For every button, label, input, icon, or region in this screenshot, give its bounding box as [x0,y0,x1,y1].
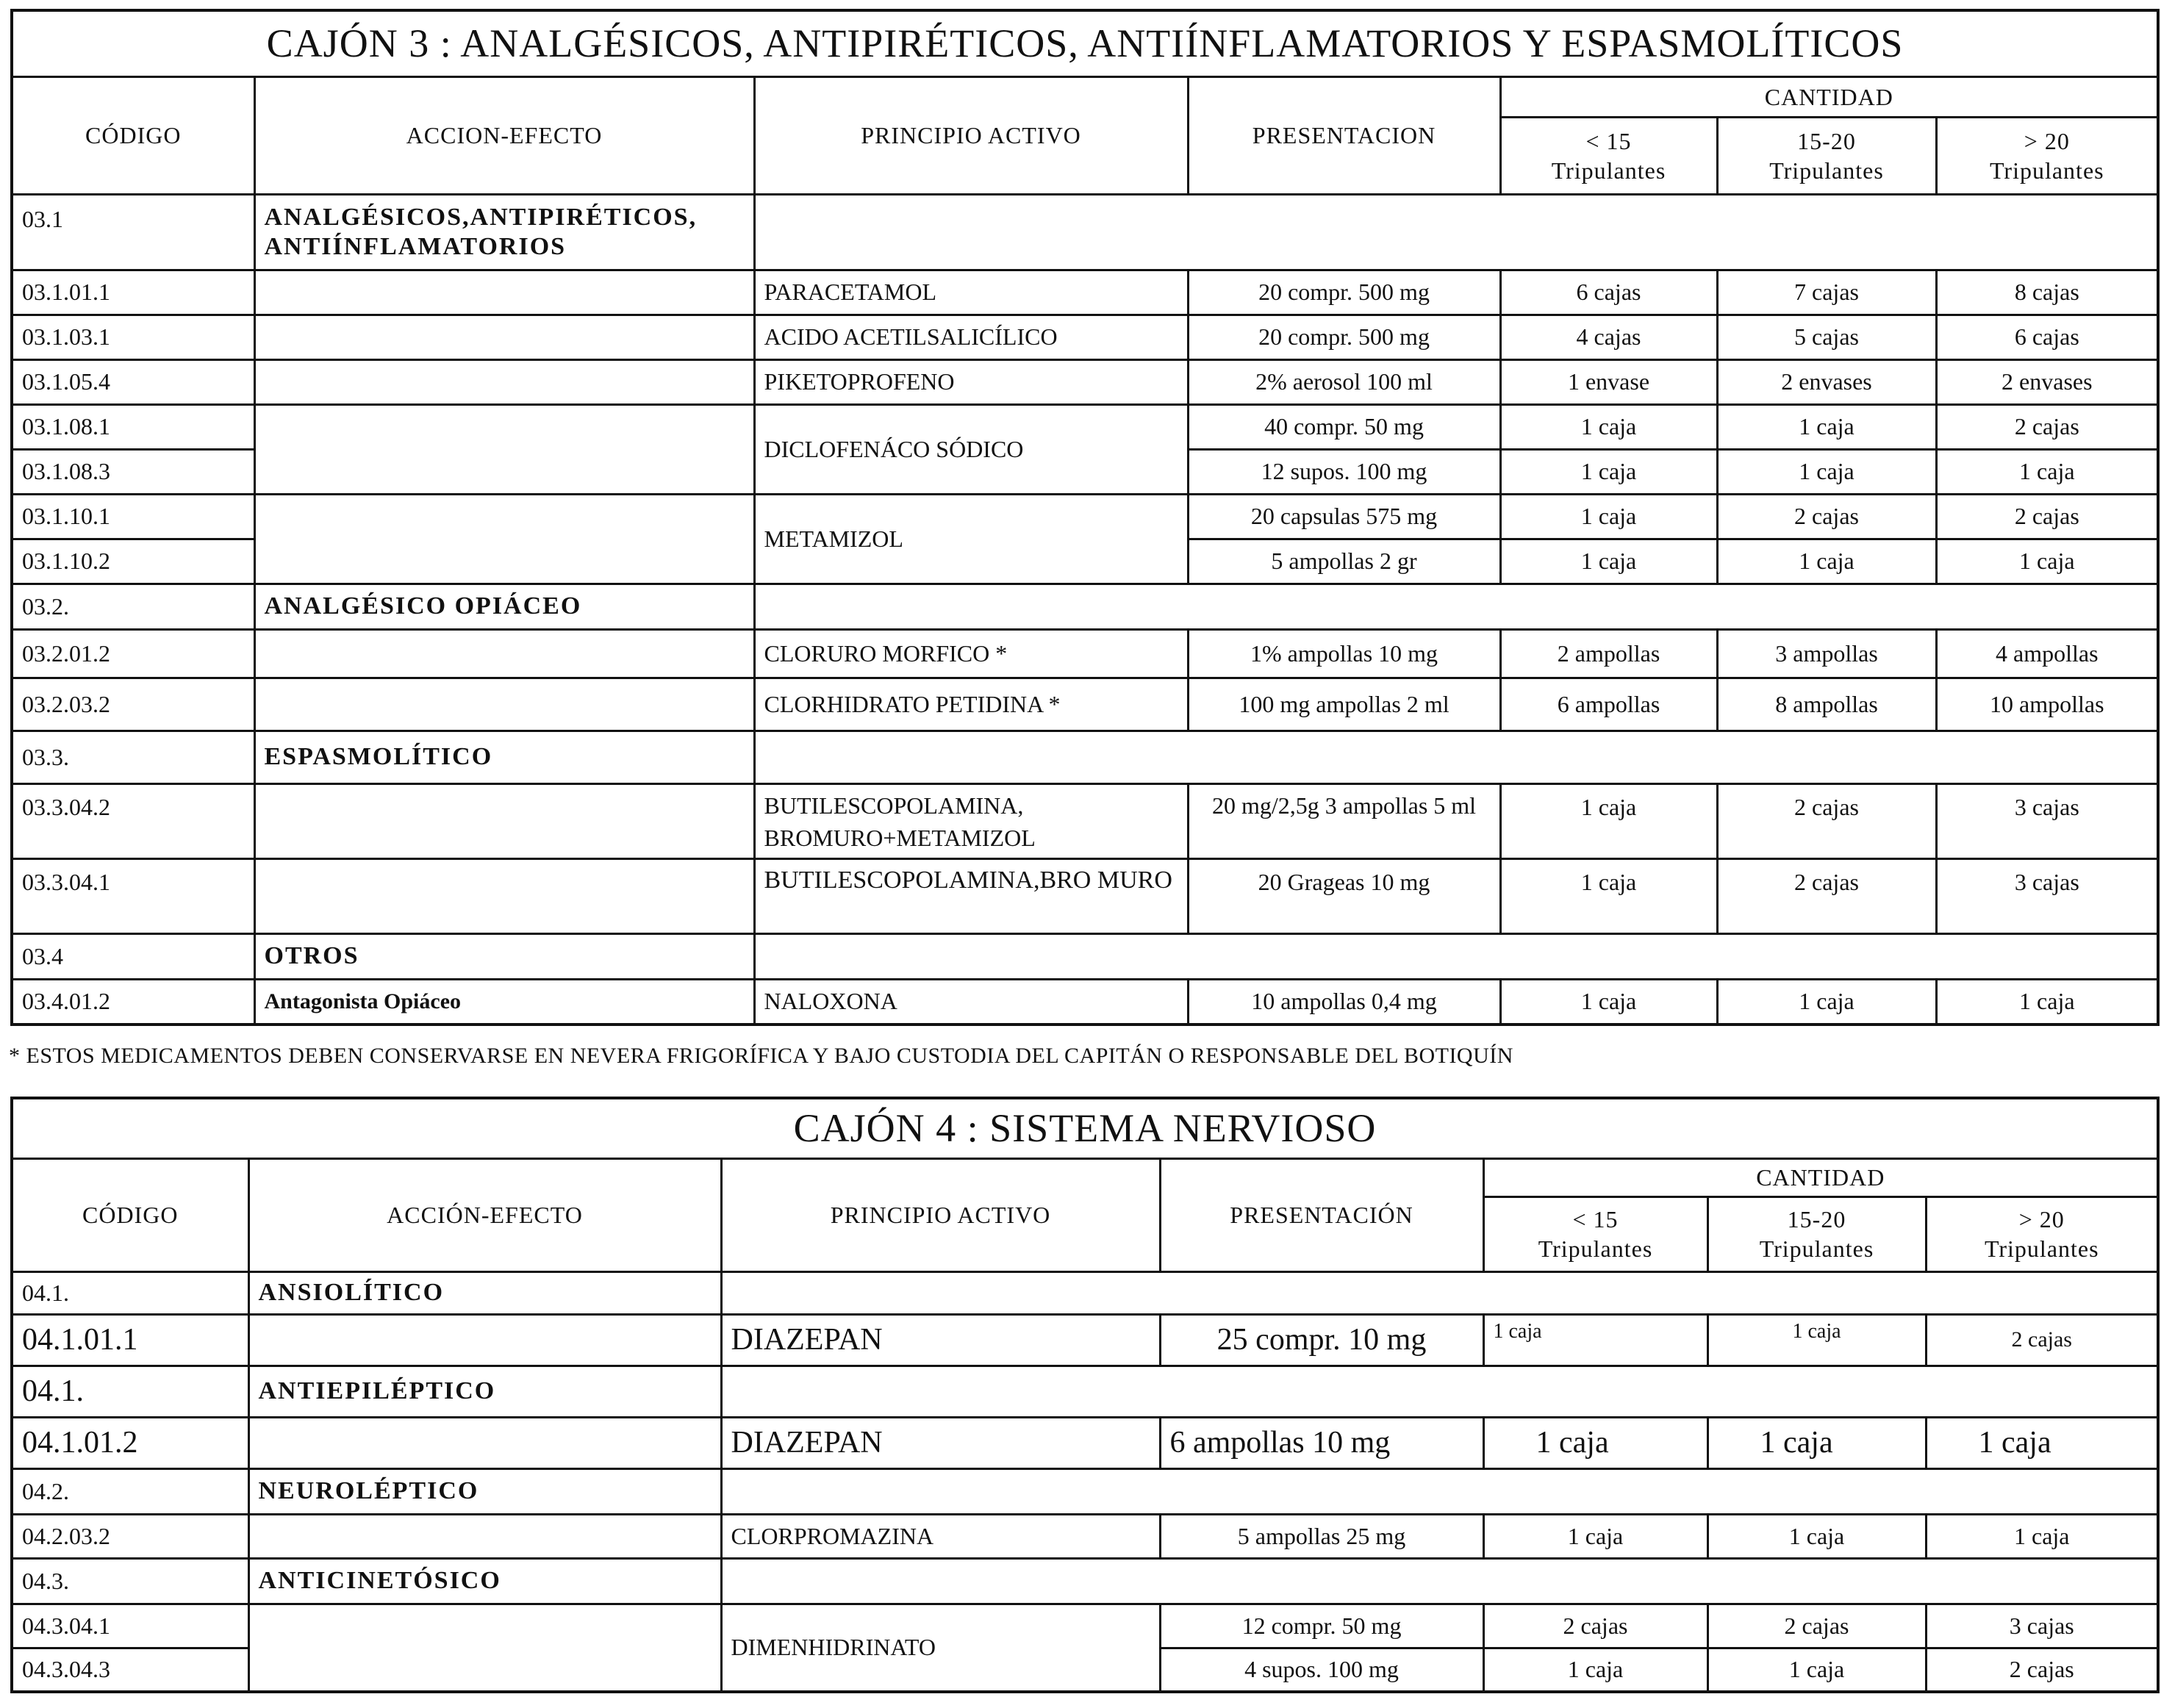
row-code: 03.1.10.2 [12,539,254,584]
header-principio-activo: PRINCIPIO ACTIVO [721,1158,1160,1271]
row-qty-15-20: 1 caja [1707,1417,1926,1468]
header-cantidad: CANTIDAD [1483,1158,2158,1196]
row-qty-15-20: 3 ampollas [1717,629,1936,678]
cajon4-title: CAJÓN 4 : SISTEMA NERVIOSO [12,1098,2158,1158]
row-accion [248,1314,721,1366]
header-accion-efecto: ACCIÓN-EFECTO [248,1158,721,1271]
category-code: 03.3. [12,731,254,783]
row-code: 04.3.04.1 [12,1604,248,1648]
table-row [12,1604,2158,1648]
row-qty-lt15: 4 cajas [1500,315,1717,359]
header-lt15: < 15 Tripulantes [1483,1196,1707,1271]
category-code: 04.3. [12,1558,248,1604]
row-qty-lt15: 1 caja [1500,494,1717,539]
row-principio: CLORURO MORFICO * [754,629,1188,678]
row-presentacion: 12 compr. 50 mg [1160,1604,1483,1648]
row-qty-lt15: 6 cajas [1500,270,1717,315]
row-accion [254,359,754,404]
row-qty-gt20: 4 ampollas [1936,629,2158,678]
row-qty-lt15: 6 ampollas [1500,678,1717,731]
category-empty [754,194,2158,270]
row-code: 04.2.03.2 [12,1514,248,1558]
row-qty-15-20: 1 caja [1707,1648,1926,1692]
category-label: NEUROLÉPTICO [248,1468,721,1514]
row-qty-lt15: 2 cajas [1483,1604,1707,1648]
table-row [12,979,2158,1025]
table-row [12,1514,2158,1558]
category-empty [754,933,2158,979]
row-presentacion: 20 compr. 500 mg [1188,315,1500,359]
row-qty-gt20: 1 caja [1926,1417,2158,1468]
row-qty-gt20: 1 caja [1936,979,2158,1025]
row-principio: CLORHIDRATO PETIDINA * [754,678,1188,731]
category-row [12,1271,2158,1314]
row-qty-15-20: 1 caja [1717,979,1936,1025]
row-accion [248,1604,721,1692]
row-qty-15-20: 2 cajas [1707,1604,1926,1648]
row-principio: DIMENHIDRINATO [721,1604,1160,1692]
row-qty-lt15: 1 caja [1483,1514,1707,1558]
row-code: 03.1.10.1 [12,494,254,539]
row-presentacion: 1% ampollas 10 mg [1188,629,1500,678]
row-code: 03.2.01.2 [12,629,254,678]
row-qty-gt20: 8 cajas [1936,270,2158,315]
row-code: 03.1.03.1 [12,315,254,359]
row-qty-lt15: 1 caja [1483,1648,1707,1692]
row-presentacion: 2% aerosol 100 ml [1188,359,1500,404]
row-presentacion: 20 capsulas 575 mg [1188,494,1500,539]
row-principio: CLORPROMAZINA [721,1514,1160,1558]
table-row [12,629,2158,678]
row-accion [248,1514,721,1558]
row-principio: NALOXONA [754,979,1188,1025]
row-principio: BUTILESCOPOLAMINA,BRO MURO [754,858,1188,933]
row-accion: Antagonista Opiáceo [254,979,754,1025]
row-principio: ACIDO ACETILSALICÍLICO [754,315,1188,359]
row-qty-15-20: 1 caja [1717,539,1936,584]
row-code: 03.4.01.2 [12,979,254,1025]
header-15-20: 15-20 Tripulantes [1717,117,1936,194]
row-code: 03.1.01.1 [12,270,254,315]
header-gt20: > 20 Tripulantes [1926,1196,2158,1271]
row-presentacion: 10 ampollas 0,4 mg [1188,979,1500,1025]
row-presentacion: 12 supos. 100 mg [1188,449,1500,494]
row-qty-15-20: 2 envases [1717,359,1936,404]
row-presentacion: 20 compr. 500 mg [1188,270,1500,315]
category-code: 04.1. [12,1271,248,1314]
table-row [12,858,2158,933]
row-qty-lt15: 1 caja [1500,858,1717,933]
row-accion [254,404,754,494]
category-code: 04.2. [12,1468,248,1514]
category-row [12,731,2158,783]
table-row [12,359,2158,404]
row-accion [254,678,754,731]
category-empty [721,1271,2158,1314]
table-row [12,678,2158,731]
row-code: 03.3.04.2 [12,783,254,858]
row-qty-15-20: 2 cajas [1717,858,1936,933]
row-qty-gt20: 3 cajas [1936,783,2158,858]
row-qty-15-20: 1 caja [1707,1514,1926,1558]
row-presentacion: 20 mg/2,5g 3 ampollas 5 ml [1188,783,1500,858]
header-codigo: CÓDIGO [12,1158,248,1271]
category-label: ANALGÉSICO OPIÁCEO [254,584,754,629]
row-principio: DICLOFENÁCO SÓDICO [754,404,1188,494]
table-row [12,315,2158,359]
row-principio: BUTILESCOPOLAMINA, BROMURO+METAMIZOL [754,783,1188,858]
category-empty [754,584,2158,629]
row-accion [254,494,754,584]
header-codigo: CÓDIGO [12,76,254,194]
row-qty-15-20: 2 cajas [1717,783,1936,858]
category-label: ANTICINETÓSICO [248,1558,721,1604]
header-gt20: > 20 Tripulantes [1936,117,2158,194]
category-row [12,933,2158,979]
row-qty-gt20: 1 caja [1926,1514,2158,1558]
row-principio: PIKETOPROFENO [754,359,1188,404]
row-qty-lt15: 1 caja [1500,979,1717,1025]
row-accion [254,315,754,359]
header-presentacion: PRESENTACION [1188,76,1500,194]
category-label: OTROS [254,933,754,979]
category-empty [754,731,2158,783]
row-qty-lt15: 1 caja [1500,449,1717,494]
row-qty-lt15: 2 ampollas [1500,629,1717,678]
row-qty-15-20: 1 caja [1717,404,1936,449]
row-code: 04.1.01.2 [12,1417,248,1468]
row-principio: DIAZEPAN [721,1417,1160,1468]
header-lt15: < 15 Tripulantes [1500,117,1717,194]
header-accion-efecto: ACCION-EFECTO [254,76,754,194]
category-empty [721,1468,2158,1514]
category-code: 04.1. [12,1366,248,1417]
header-principio-activo: PRINCIPIO ACTIVO [754,76,1188,194]
row-qty-15-20: 1 caja [1717,449,1936,494]
row-accion [254,858,754,933]
storage-footnote: * ESTOS MEDICAMENTOS DEBEN CONSERVARSE EN NEVERA FRIGORÍFICA Y BAJO CUSTODIA DEL CAPITÁN O RESPONSABLE DEL BOTIQUÍN [9,1044,1513,1068]
table-row [12,1417,2158,1468]
header-cantidad: CANTIDAD [1500,76,2158,117]
category-empty [721,1558,2158,1604]
row-principio: DIAZEPAN [721,1314,1160,1366]
row-qty-gt20: 2 cajas [1936,494,2158,539]
category-row [12,1468,2158,1514]
category-label: ESPASMOLÍTICO [254,731,754,783]
row-presentacion: 100 mg ampollas 2 ml [1188,678,1500,731]
category-label: ANSIOLÍTICO [248,1271,721,1314]
row-code: 03.1.08.3 [12,449,254,494]
row-accion [254,270,754,315]
row-qty-gt20: 2 cajas [1926,1314,2158,1366]
row-qty-15-20: 2 cajas [1717,494,1936,539]
row-qty-gt20: 1 caja [1936,539,2158,584]
row-qty-gt20: 1 caja [1936,449,2158,494]
row-qty-lt15: 1 caja [1500,404,1717,449]
cajon4-table [10,1097,2160,1693]
table-row [12,404,2158,449]
row-qty-gt20: 2 cajas [1936,404,2158,449]
row-qty-gt20: 10 ampollas [1936,678,2158,731]
category-row [12,1366,2158,1417]
row-qty-lt15: 1 caja [1500,539,1717,584]
row-presentacion: 6 ampollas 10 mg [1160,1417,1483,1468]
row-code: 03.2.03.2 [12,678,254,731]
row-code: 04.3.04.3 [12,1648,248,1692]
header-15-20: 15-20 Tripulantes [1707,1196,1926,1271]
row-code: 03.3.04.1 [12,858,254,933]
row-qty-15-20: 7 cajas [1717,270,1936,315]
row-qty-gt20: 2 envases [1936,359,2158,404]
category-empty [721,1366,2158,1417]
row-qty-lt15: 1 caja [1500,783,1717,858]
row-qty-gt20: 3 cajas [1936,858,2158,933]
row-presentacion: 5 ampollas 25 mg [1160,1514,1483,1558]
cajon3-title: CAJÓN 3 : ANALGÉSICOS, ANTIPIRÉTICOS, ANTIÍNFLAMATORIOS Y ESPASMOLÍTICOS [12,10,2158,76]
category-row [12,584,2158,629]
row-code: 03.1.05.4 [12,359,254,404]
table-row [12,270,2158,315]
row-code: 04.1.01.1 [12,1314,248,1366]
row-qty-15-20: 5 cajas [1717,315,1936,359]
table-row [12,783,2158,858]
row-qty-gt20: 6 cajas [1936,315,2158,359]
row-presentacion: 5 ampollas 2 gr [1188,539,1500,584]
row-qty-lt15: 1 envase [1500,359,1717,404]
row-qty-lt15: 1 caja [1483,1314,1707,1366]
row-qty-15-20: 8 ampollas [1717,678,1936,731]
category-code: 03.4 [12,933,254,979]
table-row [12,1314,2158,1366]
cajon3-table [10,9,2160,1026]
category-row [12,194,2158,270]
row-presentacion: 25 compr. 10 mg [1160,1314,1483,1366]
row-accion [248,1417,721,1468]
category-label: ANTIEPILÉPTICO [248,1366,721,1417]
header-presentacion: PRESENTACIÓN [1160,1158,1483,1271]
row-principio: PARACETAMOL [754,270,1188,315]
row-accion [254,783,754,858]
row-presentacion: 40 compr. 50 mg [1188,404,1500,449]
row-qty-gt20: 3 cajas [1926,1604,2158,1648]
category-code: 03.1 [12,194,254,270]
table-row [12,494,2158,539]
category-label: ANALGÉSICOS,ANTIPIRÉTICOS, ANTIÍNFLAMATORIOS [254,194,754,270]
row-presentacion: 20 Grageas 10 mg [1188,858,1500,933]
row-qty-gt20: 2 cajas [1926,1648,2158,1692]
row-qty-15-20: 1 caja [1707,1314,1926,1366]
row-qty-lt15: 1 caja [1483,1417,1707,1468]
row-presentacion: 4 supos. 100 mg [1160,1648,1483,1692]
category-row [12,1558,2158,1604]
row-principio: METAMIZOL [754,494,1188,584]
category-code: 03.2. [12,584,254,629]
row-code: 03.1.08.1 [12,404,254,449]
row-accion [254,629,754,678]
